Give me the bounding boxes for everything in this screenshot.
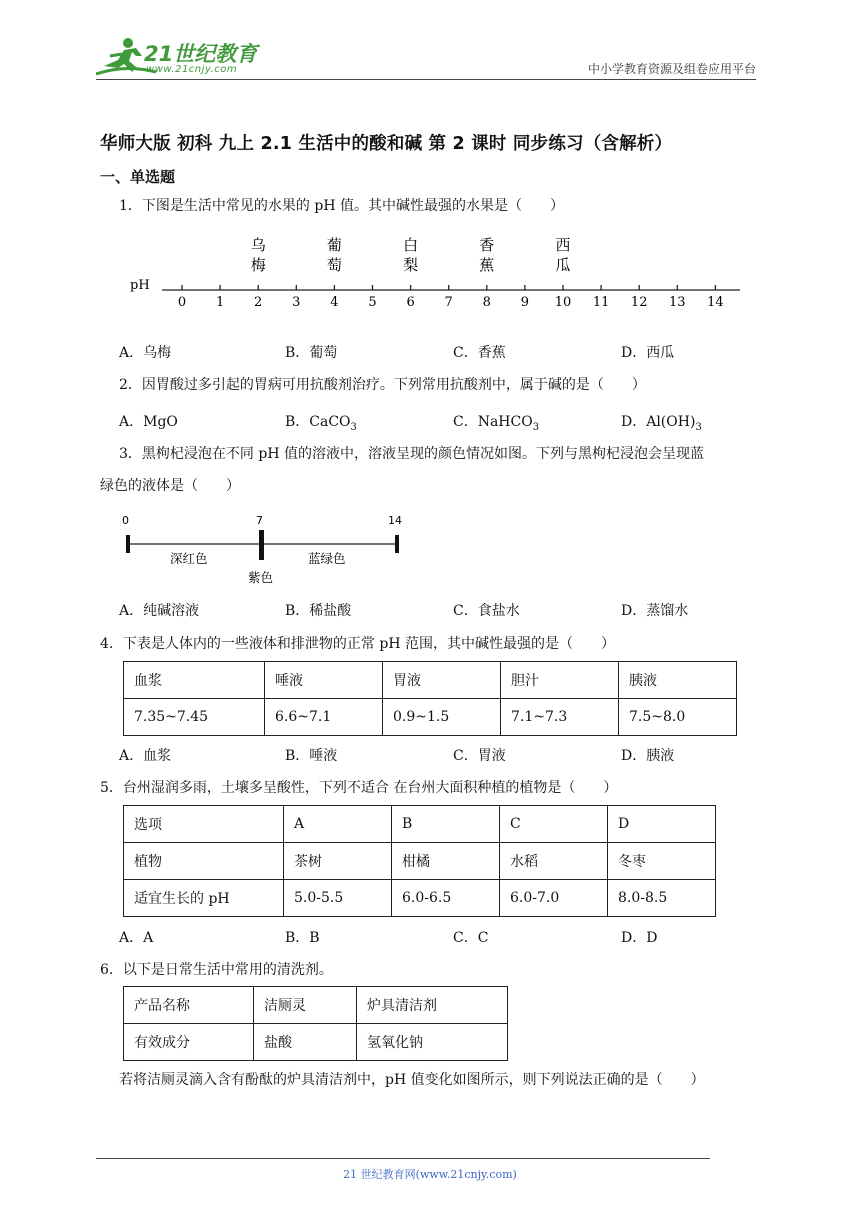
ph-tick-label: 6: [406, 295, 415, 310]
table-cell: 唾液: [265, 662, 383, 699]
table-cell: 0.9~1.5: [383, 699, 501, 736]
scale-marker-left: [126, 535, 130, 553]
table-row: [124, 843, 716, 880]
ph-tick-label: 5: [368, 295, 377, 310]
table-cell: 7.5~8.0: [619, 699, 737, 736]
footer-link[interactable]: 21 世纪教育网(www.21cnjy.com): [343, 1168, 517, 1181]
table-cell: 8.0-8.5: [608, 880, 716, 917]
page-title: 华师大版 初科 九上 2.1 生活中的酸和碱 第 2 课时 同步练习（含解析）: [100, 134, 673, 154]
table-cell: 血浆: [124, 662, 265, 699]
q5-option-b[interactable]: B．B: [285, 930, 320, 946]
ph-tick-label: 2: [254, 295, 263, 310]
table-cell: 胃液: [383, 662, 501, 699]
table-cell: 茶树: [284, 843, 392, 880]
q5-option-c[interactable]: C．C: [453, 930, 489, 946]
fruit-label: 乌: [250, 236, 266, 254]
ph-tick-label: 14: [707, 295, 724, 310]
q1-option-c[interactable]: C．香蕉: [453, 345, 506, 361]
scale-color-acid: 深红色: [170, 551, 208, 566]
ph-tick-label: 11: [592, 295, 610, 310]
table-cell: 6.0-6.5: [392, 880, 500, 917]
fruit-label: 葡: [326, 236, 342, 254]
ph-tick-label: 3: [292, 295, 301, 310]
scale-label-14: 14: [388, 514, 402, 527]
table-cell: C: [500, 806, 608, 843]
table-cell: 7.1~7.3: [501, 699, 619, 736]
ph-tick-label: 13: [669, 295, 686, 310]
q3-option-d[interactable]: D．蒸馏水: [621, 603, 689, 619]
ph-tick-label: 1: [215, 295, 225, 310]
fruit-label: 梨: [403, 256, 419, 274]
table-row: [124, 662, 737, 699]
table-cell: A: [284, 806, 392, 843]
fruit-label: 萄: [326, 256, 342, 274]
fruit-label: 香: [479, 236, 495, 254]
table-cell: 6.6~7.1: [265, 699, 383, 736]
table-cell: 6.0-7.0: [500, 880, 608, 917]
fruit-label: 瓜: [555, 256, 571, 274]
table-cell: 选项: [124, 806, 284, 843]
header-platform-text: 中小学教育资源及组卷应用平台: [587, 62, 756, 76]
table-cell: 炉具清洁剂: [357, 987, 508, 1024]
fruit-label: 蕉: [479, 256, 495, 274]
q4-option-c[interactable]: C．胃液: [453, 748, 506, 764]
q3-option-b[interactable]: B．稀盐酸: [285, 603, 352, 619]
table-cell: 氢氧化钠: [357, 1024, 508, 1061]
table-cell: 5.0-5.5: [284, 880, 392, 917]
header-divider: [96, 79, 756, 80]
q2-option-a[interactable]: A．MgO: [119, 414, 178, 430]
q1-option-a[interactable]: A．乌梅: [119, 345, 172, 361]
scale-marker-mid: [259, 530, 264, 560]
scale-color-neutral: 紫色: [248, 570, 274, 585]
table-row: [124, 806, 716, 843]
question-2-text: 2．因胃酸过多引起的胃病可用抗酸剂治疗。下列常用抗酸剂中，属于碱的是（ ）: [119, 377, 646, 393]
table-cell: 柑橘: [392, 843, 500, 880]
question-1-text: 1．下图是生活中常见的水果的 pH 值。其中碱性最强的水果是（ ）: [119, 198, 564, 214]
table-cell: B: [392, 806, 500, 843]
table-cell: 7.35~7.45: [124, 699, 265, 736]
scale-label-0: 0: [122, 514, 129, 527]
q2-option-c[interactable]: C．NaHCO$_3$: [453, 414, 540, 433]
q5-option-d[interactable]: D．D: [621, 930, 658, 946]
cleaner-table: [123, 986, 508, 1061]
table-row: [124, 699, 737, 736]
ph-tick-label: 10: [554, 295, 572, 310]
q3-option-a[interactable]: A．纯碱溶液: [119, 603, 200, 619]
ph-tick-label: 4: [330, 295, 339, 310]
q2-option-d[interactable]: D．$Al(OH)_3$: [621, 414, 702, 433]
table-cell: 胰液: [619, 662, 737, 699]
footer-divider: [96, 1158, 710, 1159]
scale-marker-right: [395, 535, 399, 553]
table-cell: 盐酸: [254, 1024, 357, 1061]
q5-option-a[interactable]: A．A: [119, 930, 154, 946]
ph-tick-label: 0: [177, 295, 187, 310]
plant-ph-table: [123, 805, 716, 917]
ph-tick-label: 8: [482, 295, 491, 310]
q1-option-d[interactable]: D．西瓜: [621, 345, 675, 361]
fruit-label: 梅: [250, 256, 266, 274]
table-cell: 冬枣: [608, 843, 716, 880]
body-fluid-ph-table: [123, 661, 737, 736]
question-6-text-2: 若将洁厕灵滴入含有酚酞的炉具清洁剂中，pH 值变化如图所示，则下列说法正确的是（ ）: [119, 1072, 705, 1088]
fruit-label: 白: [403, 236, 419, 254]
scale-label-7: 7: [256, 514, 263, 527]
question-5-text: 5．台州湿润多雨，土壤多呈酸性，下列不适合 在台州大面积种植的植物是（ ）: [100, 780, 618, 796]
table-cell: D: [608, 806, 716, 843]
ph-axis-label: pH: [130, 278, 150, 293]
table-cell: 产品名称: [124, 987, 254, 1024]
ph-tick-label: 9: [520, 295, 530, 310]
ph-scale-figure: [128, 232, 748, 314]
table-row: [124, 880, 716, 917]
question-4-text: 4．下表是人体内的一些液体和排泄物的正常 pH 范围，其中碱性最强的是（ ）: [100, 636, 615, 652]
table-cell: 适宜生长的 pH: [124, 880, 284, 917]
q4-option-a[interactable]: A．血浆: [119, 748, 172, 764]
table-cell: 有效成分: [124, 1024, 254, 1061]
table-cell: 植物: [124, 843, 284, 880]
table-row: [124, 987, 508, 1024]
q3-option-c[interactable]: C．食盐水: [453, 603, 520, 619]
q1-option-b[interactable]: B．葡萄: [285, 345, 338, 361]
table-cell: 洁厕灵: [254, 987, 357, 1024]
color-scale-figure: [112, 510, 412, 590]
q4-option-b[interactable]: B．唾液: [285, 748, 338, 764]
table-cell: 水稻: [500, 843, 608, 880]
table-row: [124, 1024, 508, 1061]
q2-option-b[interactable]: B．CaCO$_3$: [285, 414, 357, 433]
logo-url: www.21cnjy.com: [146, 64, 238, 75]
q4-option-d[interactable]: D．胰液: [621, 748, 675, 764]
site-logo[interactable]: [96, 34, 266, 80]
question-6-text: 6．以下是日常生活中常用的清洗剂。: [100, 962, 333, 978]
fruit-label: 西: [555, 236, 571, 254]
scale-color-base: 蓝绿色: [308, 551, 346, 566]
ph-tick-label: 7: [444, 295, 453, 310]
section-heading: 一、单选题: [100, 168, 176, 186]
ph-tick-label: 12: [630, 295, 648, 310]
question-3-text-line2: 绿色的液体是（ ）: [100, 478, 240, 494]
question-3-text-line1: 3．黑枸杞浸泡在不同 pH 值的溶液中，溶液呈现的颜色情况如图。下列与黑枸杞浸泡会呈现蓝: [119, 446, 704, 462]
logo-text: 21世纪教育: [144, 42, 258, 66]
table-cell: 胆汁: [501, 662, 619, 699]
